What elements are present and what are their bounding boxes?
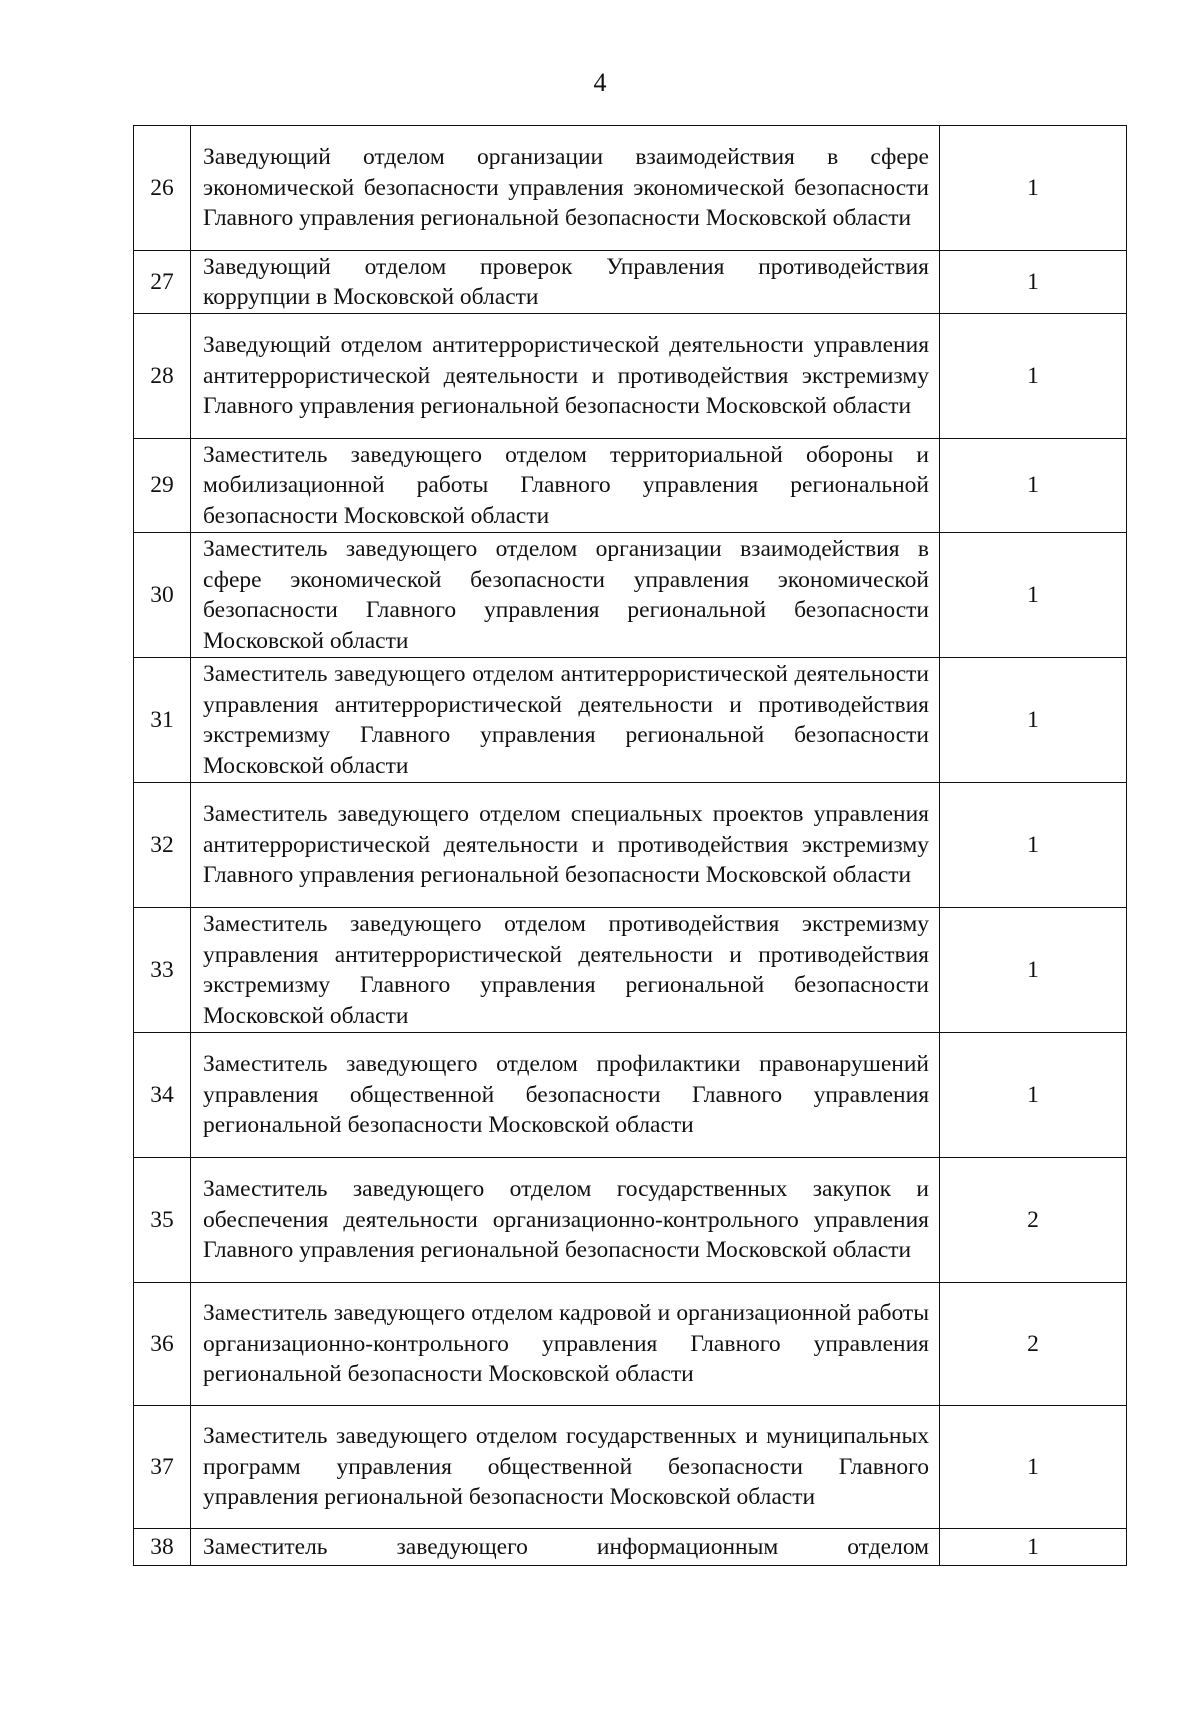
row-number: 27 xyxy=(134,251,191,314)
position-title: Заместитель заведующего отделом государственных и муниципальных программ управления общественной безопасности Главного управления региональной безопасности Московской области xyxy=(191,1406,940,1529)
position-quantity: 1 xyxy=(940,658,1127,783)
row-number: 29 xyxy=(134,439,191,533)
table-row xyxy=(134,1406,1127,1529)
position-title: Заведующий отделом проверок Управления противодействия коррупции в Московской области xyxy=(191,251,940,314)
table-row xyxy=(134,1158,1127,1283)
position-title: Заместитель заведующего информационным отделом xyxy=(191,1529,940,1566)
row-number: 32 xyxy=(134,783,191,908)
table-row xyxy=(134,251,1127,314)
row-number: 38 xyxy=(134,1529,191,1566)
row-number: 34 xyxy=(134,1033,191,1158)
table-row xyxy=(134,314,1127,439)
position-title: Заместитель заведующего отделом противодействия экстремизму управления антитеррористической деятельности и противодействия экстремизму Главного управления региональной безопасности Московской области xyxy=(191,908,940,1033)
table-row xyxy=(134,1283,1127,1406)
table-row xyxy=(134,1529,1127,1566)
row-number: 31 xyxy=(134,658,191,783)
row-number: 30 xyxy=(134,533,191,658)
position-title: Заместитель заведующего отделом специальных проектов управления антитеррористической деятельности и противодействия экстремизму Главного управления региональной безопасности Московской области xyxy=(191,783,940,908)
position-quantity: 2 xyxy=(940,1158,1127,1283)
position-quantity: 1 xyxy=(940,908,1127,1033)
row-number: 35 xyxy=(134,1158,191,1283)
table-row xyxy=(134,126,1127,251)
positions-table-body xyxy=(134,126,1127,1566)
row-number: 36 xyxy=(134,1283,191,1406)
position-quantity: 1 xyxy=(940,314,1127,439)
positions-table xyxy=(133,125,1127,1566)
position-title: Заместитель заведующего отделом организации взаимодействия в сфере экономической безопасности управления экономической безопасности Главного управления региональной безопасности Московской области xyxy=(191,533,940,658)
position-quantity: 1 xyxy=(940,126,1127,251)
position-quantity: 2 xyxy=(940,1283,1127,1406)
position-quantity: 1 xyxy=(940,1529,1127,1566)
row-number: 26 xyxy=(134,126,191,251)
position-quantity: 1 xyxy=(940,439,1127,533)
row-number: 28 xyxy=(134,314,191,439)
position-title: Заместитель заведующего отделом профилактики правонарушений управления общественной безопасности Главного управления региональной безопасности Московской области xyxy=(191,1033,940,1158)
position-title: Заместитель заведующего отделом антитеррористической деятельности управления антитеррористической деятельности и противодействия экстремизму Главного управления региональной безопасности Московской области xyxy=(191,658,940,783)
position-title: Заместитель заведующего отделом территориальной обороны и мобилизационной работы Главного управления региональной безопасности Московской области xyxy=(191,439,940,533)
table-row xyxy=(134,533,1127,658)
table-row xyxy=(134,439,1127,533)
table-row xyxy=(134,908,1127,1033)
position-title: Заведующий отделом организации взаимодействия в сфере экономической безопасности управления экономической безопасности Главного управления региональной безопасности Московской области xyxy=(191,126,940,251)
table-row xyxy=(134,783,1127,908)
position-title: Заведующий отделом антитеррористической деятельности управления антитеррористической деятельности и противодействия экстремизму Главного управления региональной безопасности Московской области xyxy=(191,314,940,439)
table-row xyxy=(134,1033,1127,1158)
table-row xyxy=(134,658,1127,783)
page-number: 4 xyxy=(593,68,607,97)
position-quantity: 1 xyxy=(940,533,1127,658)
row-number: 37 xyxy=(134,1406,191,1529)
position-title: Заместитель заведующего отделом государственных закупок и обеспечения деятельности организационно-контрольного управления Главного управления региональной безопасности Московской области xyxy=(191,1158,940,1283)
position-quantity: 1 xyxy=(940,783,1127,908)
position-title: Заместитель заведующего отделом кадровой и организационной работы организационно-контрольного управления Главного управления региональной безопасности Московской области xyxy=(191,1283,940,1406)
row-number: 33 xyxy=(134,908,191,1033)
position-quantity: 1 xyxy=(940,1033,1127,1158)
position-quantity: 1 xyxy=(940,251,1127,314)
position-quantity: 1 xyxy=(940,1406,1127,1529)
